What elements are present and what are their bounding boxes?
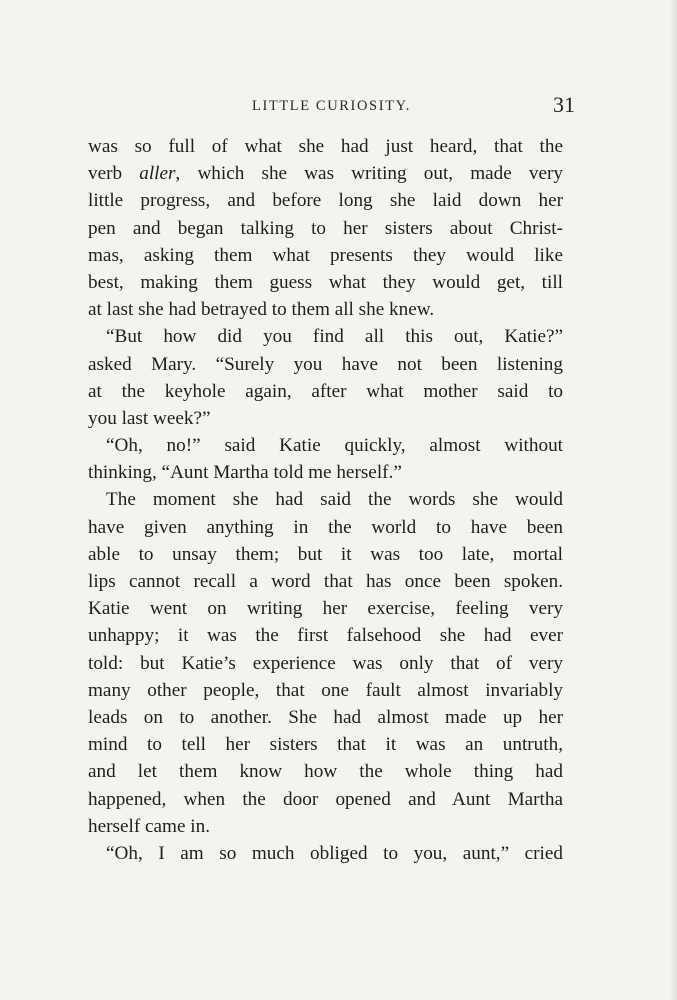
text-line: best, making them guess what they would get, till (88, 271, 563, 293)
text-line (88, 160, 563, 187)
text-line: happened, when the door opened and Aunt Martha (88, 788, 563, 810)
italic-word: aller (139, 163, 176, 185)
text-line: told: but Katie’s experience was only that of very (88, 652, 563, 674)
text-line: mas, asking them what presents they would like (88, 244, 563, 266)
body-text (88, 133, 563, 867)
running-head (88, 92, 575, 120)
text-line: and let them know how the whole thing had (88, 761, 563, 783)
text-line: Katie went on writing her exercise, feeling very (88, 598, 563, 620)
text-line: at the keyhole again, after what mother said to (88, 380, 563, 402)
text-line: asked Mary. “Surely you have not been listening (88, 353, 563, 375)
text-fragment: verb (88, 163, 140, 185)
page-edge-shadow (669, 0, 677, 1000)
text-line: many other people, that one fault almost invariably (88, 679, 563, 701)
text-fragment: , which she was writing out, made very (175, 163, 563, 185)
text-line: thinking, “Aunt Martha told me herself.” (88, 462, 402, 484)
text-line: “Oh, I am so much obliged to you, aunt,” cried (106, 842, 563, 864)
text-line: have given anything in the world to have been (88, 516, 563, 538)
running-title: LITTLE CURIOSITY. (251, 98, 412, 114)
text-line: The moment she had said the words she would (106, 489, 563, 511)
text-line: leads on to another. She had almost made up her (88, 706, 563, 728)
text-line: lips cannot recall a word that has once been spoken. (88, 571, 563, 592)
text-line: herself came in. (88, 815, 210, 837)
page-number: 31 (553, 92, 575, 117)
text-line: little progress, and before long she laid down her (88, 190, 563, 212)
text-line: at last she had betrayed to them all she knew. (88, 299, 435, 321)
text-line: was so full of what she had just heard, that the (88, 136, 563, 157)
text-line: pen and began talking to her sisters about Christ- (88, 217, 563, 239)
text-line: “But how did you find all this out, Katie?” (106, 326, 563, 348)
text-line: able to unsay them; but it was too late, mortal (88, 543, 563, 565)
text-line: unhappy; it was the first falsehood she had ever (88, 625, 563, 647)
text-line: you last week?” (88, 407, 211, 429)
text-line: mind to tell her sisters that it was an untruth, (88, 734, 563, 756)
text-line: “Oh, no!” said Katie quickly, almost without (106, 435, 563, 457)
